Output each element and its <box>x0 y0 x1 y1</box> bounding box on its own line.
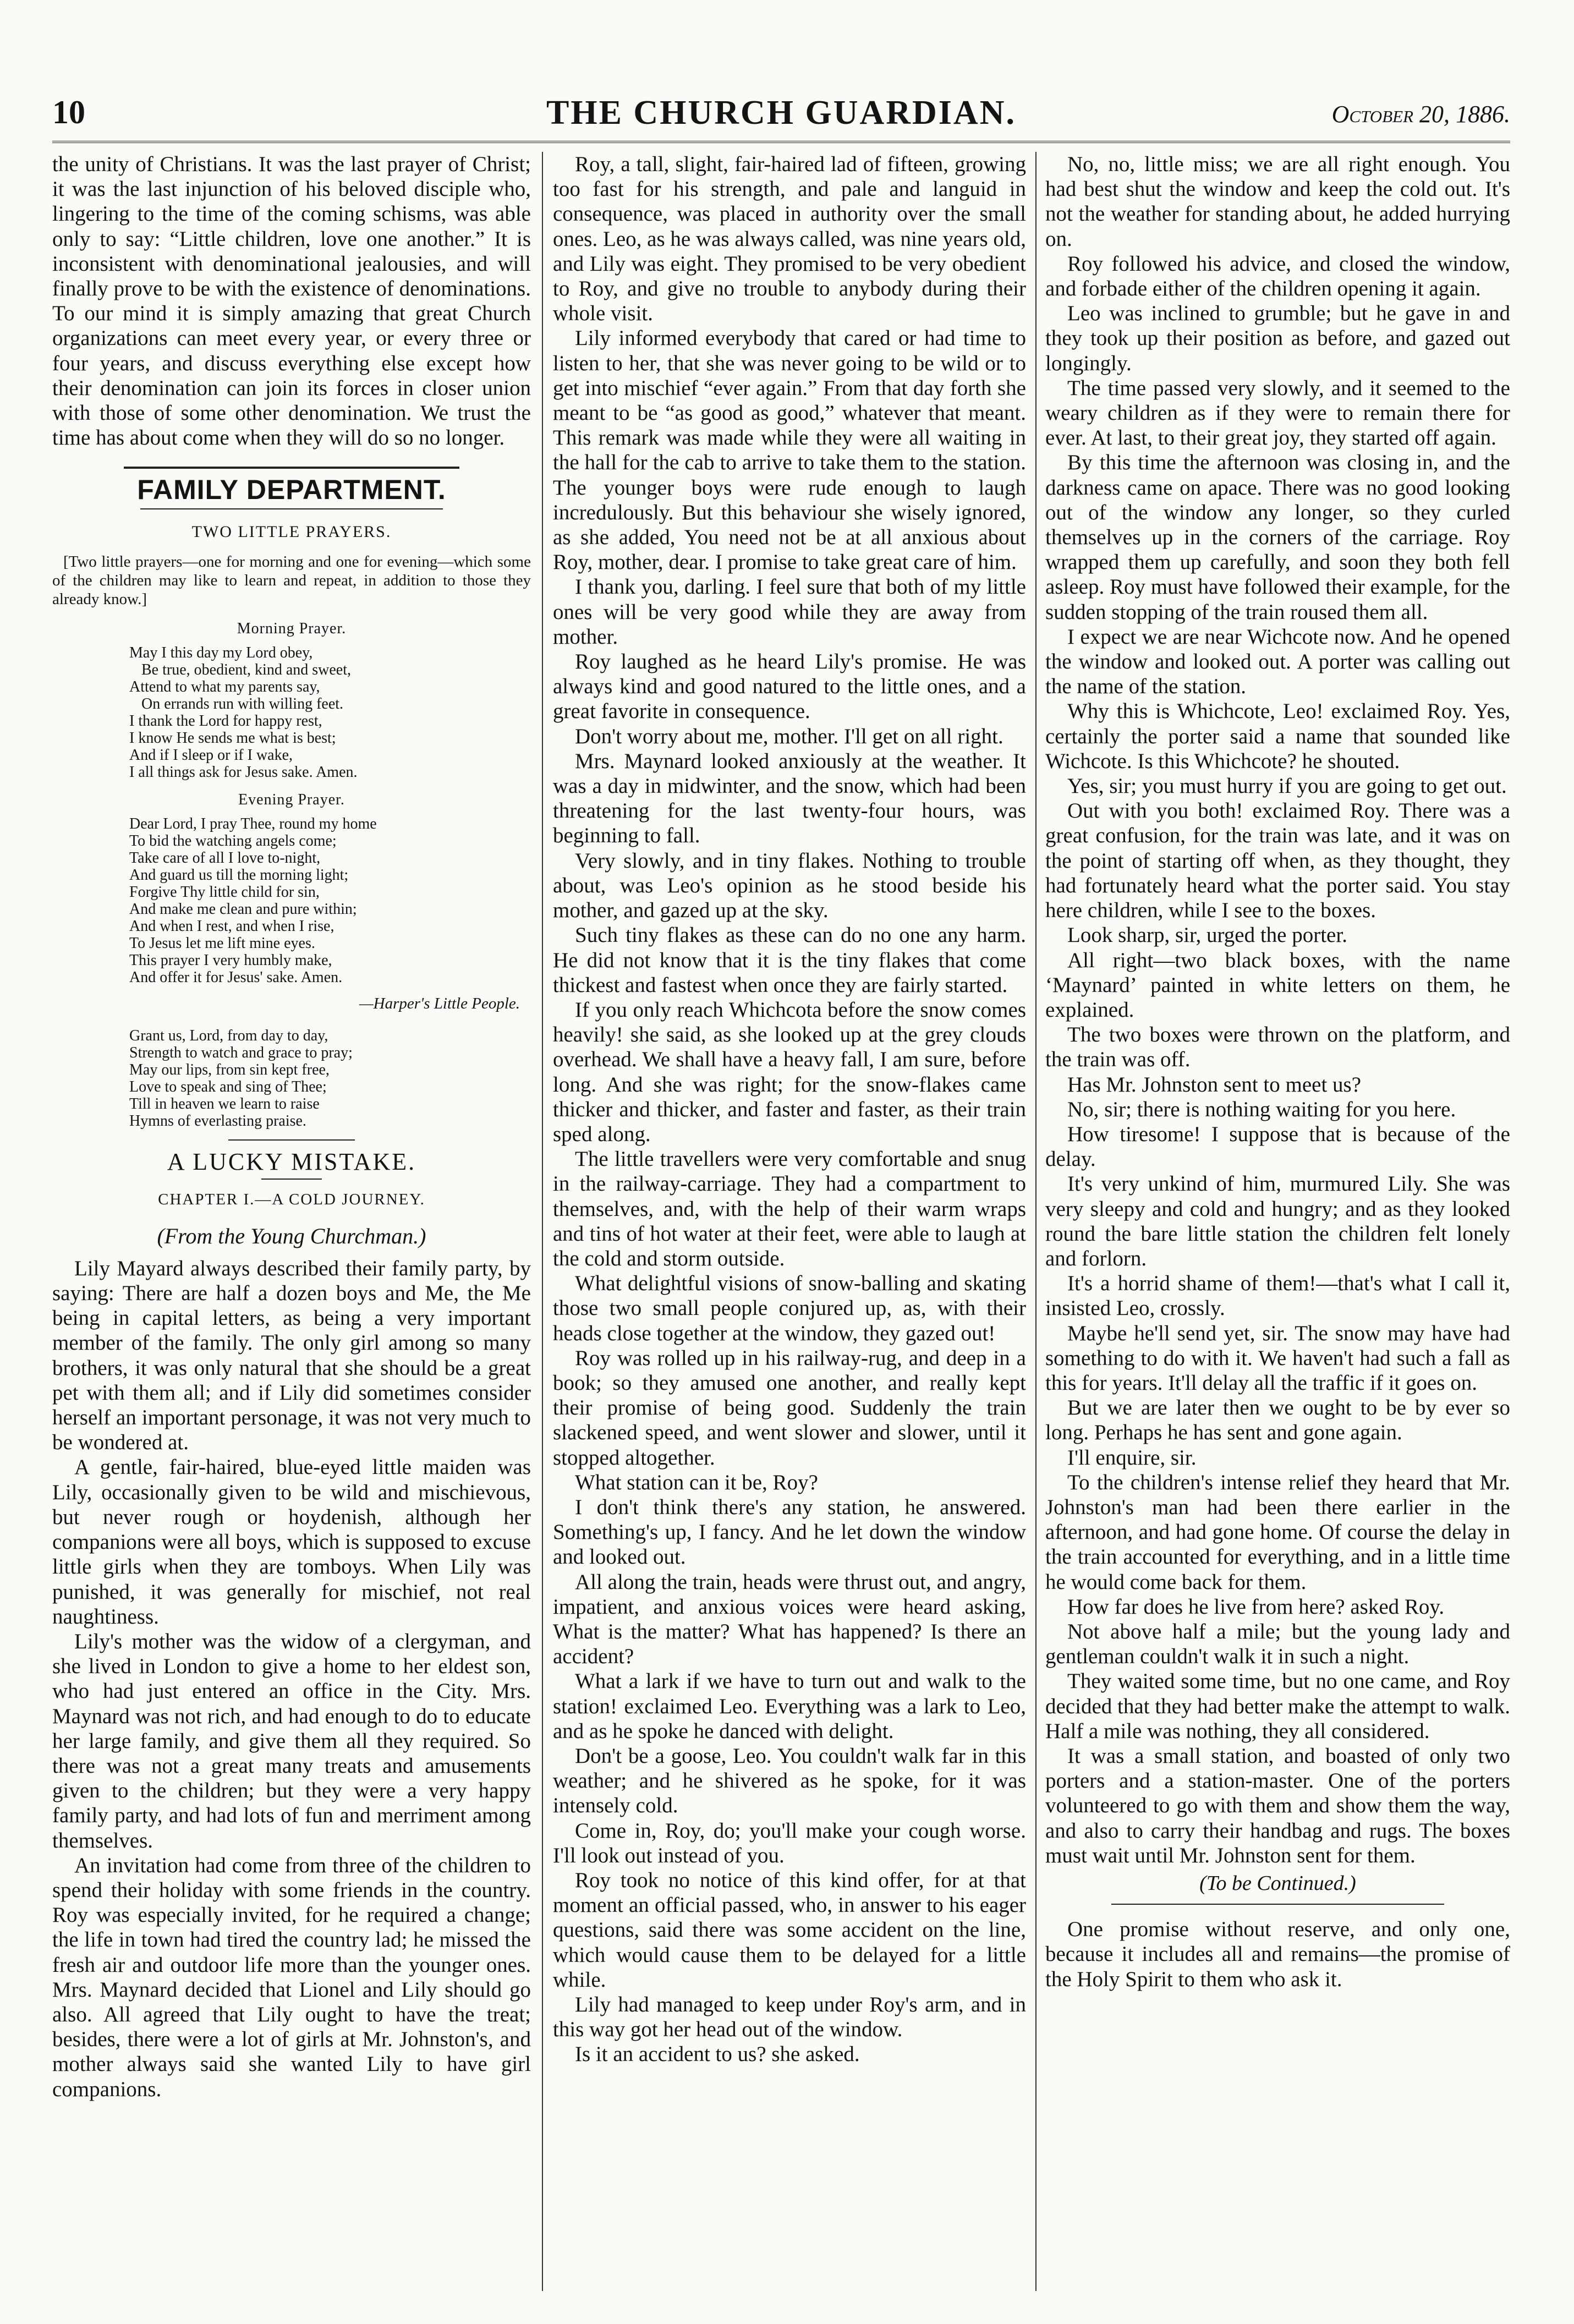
story-paragraph: Come in, Roy, do; you'll make your cough worse. I'll look out instead of you. <box>553 1818 1026 1867</box>
story-paragraph: All right—two black boxes, with the name ‘Maynard’ painted in white letters on them, he explained. <box>1045 948 1510 1022</box>
story-paragraph: Roy laughed as he heard Lily's promise. He was always kind and good natured to the little ones, and a great favorite in consequence. <box>553 650 1026 723</box>
poem-line: Attend to what my parents say, <box>129 678 320 695</box>
section-rule <box>124 467 459 469</box>
story-paragraph: Maybe he'll send yet, sir. The snow may have had something to do with it. We haven't had such a fall as this for years. It'll delay all the traffic if it goes on. <box>1045 1321 1510 1395</box>
poem-line: And guard us till the morning light; <box>129 867 349 884</box>
story-paragraph: Don't be a goose, Leo. You couldn't walk far in this weather; and he shivered as he spoke, for it was intensely cold. <box>553 1744 1026 1818</box>
story-paragraph: It's a horrid shame of them!—that's what I call it, insisted Leo, crossly. <box>1045 1271 1510 1320</box>
story-paragraph: Lily's mother was the widow of a clergyman, and she lived in London to give a home to her eldest son, who had just entered an office in the City. Mrs. Maynard was not rich, and had enough to do to educate her large family, and give them all they required. So there was not a great many treats and amusements given to the children; but they were a very happy family party, and had lots of fun and merriment among themselves. <box>52 1629 531 1852</box>
story-paragraph: What station can it be, Roy? <box>575 1470 818 1494</box>
story-paragraph: Roy, a tall, slight, fair-haired lad of fifteen, growing too fast for his strength, and pale and languid in consequence, was placed in authority over the small ones. Leo, as he was always called, was nine years old, and Lily was eight. They promised to be very obedient to Roy, and give no trouble to anybody during their whole visit. <box>553 152 1026 326</box>
story-paragraph: Lily informed everybody that cared or had time to listen to her, that she was never going to be wild or to get into mischief “ever again.” From that day forth she meant to be “as good as good,” whatever that meant. This remark was made while they were all waiting in the hall for the cab to arrive to take them to the station. The younger boys were rude enough to laugh incredulously. But this behaviour she wisely ignored, as she added, You need not be at all anxious about Roy, mother, dear. I promise to take great care of him. <box>553 326 1026 574</box>
closing-paragraph: One promise without reserve, and only one, because it includes all and remains—the promise of the Holy Spirit to them who ask it. <box>1045 1917 1510 1991</box>
newspaper-title: THE CHURCH GUARDIAN. <box>546 94 1016 131</box>
story-paragraph: It was a small station, and boasted of only two porters and a station-master. One of the porters volunteered to go with them and show them the way, and also to carry their handbag and rugs. The boxes must wait until Mr. Johnston sent for them. <box>1045 1744 1510 1867</box>
story-paragraph: A gentle, fair-haired, blue-eyed little maiden was Lily, occasionally given to be wild and mischievous, but never rough or hoydenish, although her companions were all boys, which is supposed to excuse little girls when they are tomboys. When Lily was punished, it was generally for mischief, not real naughtiness. <box>52 1455 531 1629</box>
poem-line: Grant us, Lord, from day to day, <box>129 1027 328 1045</box>
story-paragraph: No, no, little miss; we are all right enough. You had best shut the window and keep the cold out. It's not the weather for standing about, he added hurrying on. <box>1045 152 1510 251</box>
masthead <box>52 94 1510 136</box>
story-paragraph: I expect we are near Wichcote now. And he opened the window and looked out. A porter was calling out the name of the station. <box>1045 624 1510 699</box>
story-paragraph: By this time the afternoon was closing in, and the darkness came on apace. There was no good looking out of the window any longer, so they curled themselves up in the corners of the carriage. Roy wrapped them up carefully, and soon they both fell asleep. Roy must have followed their example, for the sudden stopping of the train roused them all. <box>1045 451 1510 624</box>
story-paragraph: Roy followed his advice, and closed the window, and forbade either of the children opening it again. <box>1045 251 1510 301</box>
poem-line: Love to speak and sing of Thee; <box>129 1078 327 1096</box>
story-paragraph: But we are later then we ought to be by ever so long. Perhaps he has sent and gone again. <box>1045 1396 1510 1445</box>
section-heading: FAMILY DEPARTMENT. <box>137 474 446 506</box>
story-source: (From the Young Churchman.) <box>157 1223 426 1248</box>
story-paragraph: How tiresome! I suppose that is because of the delay. <box>1045 1122 1510 1171</box>
poem-line: I know He sends me what is best; <box>129 729 336 747</box>
story-paragraph: Roy took no notice of this kind offer, for at that moment an official passed, who, in answer to his eager questions, said there was some accident on the line, which would cause them to be delayed for a little while. <box>553 1868 1026 1992</box>
story-paragraph: Look sharp, sir, urged the porter. <box>1067 923 1347 947</box>
column-divider <box>1035 152 1036 2291</box>
story-paragraph: Don't worry about me, mother. I'll get on all right. <box>575 724 1003 748</box>
poem-line: And when I rest, and when I rise, <box>129 918 334 935</box>
poem-line: To Jesus let me lift mine eyes. <box>129 935 315 952</box>
story-paragraph: All along the train, heads were thrust out, and angry, impatient, and anxious voices were heard asking, What is the matter? What has happened? Is there an accident? <box>553 1570 1026 1669</box>
poem-line: May our lips, from sin kept free, <box>129 1061 330 1079</box>
page-number: 10 <box>52 94 85 130</box>
evening-prayer-heading: Evening Prayer. <box>238 791 345 808</box>
morning-prayer-heading: Morning Prayer. <box>237 620 347 637</box>
story-paragraph: Very slowly, and in tiny flakes. Nothing to trouble about, was Leo's opinion as he stood beside his mother, and gazed up at the sky. <box>553 848 1026 923</box>
poem-line: Dear Lord, I pray Thee, round my home <box>129 815 377 833</box>
poem-line: This prayer I very humbly make, <box>129 952 332 969</box>
story-paragraph: Leo was inclined to grumble; but he gave in and they took up their position as before, and gazed out longingly. <box>1045 302 1510 375</box>
story-title: A LUCKY MISTAKE. <box>167 1148 416 1176</box>
story-paragraph: I don't think there's any station, he answered. Something's up, I fancy. And he let down the window and looked out. <box>553 1495 1026 1569</box>
story-paragraph: Why this is Whichcote, Leo! exclaimed Roy. Yes, certainly the porter said a name that sounded like Wichcote. Is this Whichcote? he shouted. <box>1045 699 1510 773</box>
editor-note: [Two little prayers—one for morning and one for evening—which some of the children may like to learn and repeat, in addition to those they already know.] <box>52 552 531 608</box>
intro-paragraph: the unity of Christians. It was the last prayer of Christ; it was the last injunction of his beloved disciple who, lingering to the time of the coming schisms, was able only to say: “Little children, love one another.” It is inconsistent with denominational jealousies, and will finally prove to be with the existence of denominations. To our mind it is simply amazing that great Church organizations can meet every year, or every three or four years, and discuss everything else except how their denomination can join its forces in closer union with those of some other denomination. We trust the time has about come when they will do so no longer. <box>52 152 531 450</box>
poem-line: To bid the watching angels come; <box>129 832 337 850</box>
story-paragraph: Is it an accident to us? she asked. <box>575 2042 860 2067</box>
story-paragraph: What delightful visions of snow-balling and skating those two small people conjured up, as, with their heads close together at the window, they gazed out! <box>553 1271 1026 1345</box>
story-paragraph: No, sir; there is nothing waiting for you here. <box>1067 1097 1456 1121</box>
story-paragraph: What a lark if we have to turn out and walk to the station! exclaimed Leo. Everything was a lark to Leo, and as he spoke he danced with delight. <box>553 1669 1026 1743</box>
poem-line: I thank the Lord for happy rest, <box>129 712 322 730</box>
section-rule <box>140 508 443 509</box>
separator-rule <box>261 1179 322 1180</box>
story-paragraph: I'll enquire, sir. <box>1067 1445 1197 1470</box>
story-paragraph: It's very unkind of him, murmured Lily. She was very sleepy and cold and hungry; and as they looked round the bare little station the children felt lonely and forlorn. <box>1045 1172 1510 1270</box>
story-paragraph: Mrs. Maynard looked anxiously at the weather. It was a day in midwinter, and the snow, which had been threatening for the last twenty-four hours, was beginning to fall. <box>553 749 1026 848</box>
poem-line: Forgive Thy little child for sin, <box>129 884 320 901</box>
column-divider <box>542 152 543 2291</box>
story-paragraph: Lily Mayard always described their family party, by saying: There are half a dozen boys and Me, the Me being in capital letters, as being a very important member of the family. The only girl among so many brothers, it was only natural that she should be a great pet with them all; and if Lily did sometimes consider herself an important personage, it was not very much to be wondered at. <box>52 1256 531 1455</box>
poem-line: And offer it for Jesus' sake. Amen. <box>129 969 343 986</box>
separator-rule <box>228 1139 355 1141</box>
story-paragraph: How far does he live from here? asked Roy. <box>1067 1594 1445 1619</box>
story-paragraph: Roy was rolled up in his railway-rug, and deep in a book; so they amused one another, and really kept their promise of being good. Suddenly the train slackened speed, and went slower and slower, until it stopped altogether. <box>553 1346 1026 1470</box>
story-paragraph: Such tiny flakes as these can do no one any harm. He did not know that it is the tiny flakes that come thickest and fastest when once they are fairly started. <box>553 923 1026 997</box>
story-paragraph: The time passed very slowly, and it seemed to the weary children as if they were to remain there for ever. At last, to their great joy, they started off again. <box>1045 376 1510 450</box>
poem-line: Be true, obedient, kind and sweet, <box>141 661 352 678</box>
poem-credit: —Harper's Little People. <box>359 995 520 1013</box>
issue-date: October 20, 1886. <box>1331 101 1510 128</box>
grant-us-verse <box>52 1027 531 1130</box>
story-paragraph: The little travellers were very comfortable and snug in the railway-carriage. They had a compartment to themselves, and, with the help of their warm wraps and tins of hot water at their feet, were able to laugh at the cold and storm outside. <box>553 1147 1026 1270</box>
poem-line: And make me clean and pure within; <box>129 901 357 918</box>
story-paragraph: The two boxes were thrown on the platform, and the train was off. <box>1045 1023 1510 1072</box>
poem-line: Hymns of everlasting praise. <box>129 1112 306 1130</box>
poem-line: Take care of all I love to-night, <box>129 849 321 867</box>
story-paragraph: To the children's intense relief they heard that Mr. Johnston's man had been there earlier in the afternoon, and had gone home. Of course the delay in the train accounted for everything, and in a little time he would come back for them. <box>1045 1470 1510 1594</box>
morning-prayer <box>52 644 531 781</box>
poem-line: Till in heaven we learn to raise <box>129 1095 320 1113</box>
poem-line: Strength to watch and grace to pray; <box>129 1044 353 1062</box>
masthead-rule <box>52 141 1510 143</box>
story-paragraph: Yes, sir; you must hurry if you are going to get out. <box>1067 774 1507 798</box>
chapter-heading: CHAPTER I.—A COLD JOURNEY. <box>158 1191 425 1209</box>
story-paragraph: They waited some time, but no one came, and Roy decided that they had better make the attempt to walk. Half a mile was nothing, they all considered. <box>1045 1669 1510 1743</box>
poem-line: And if I sleep or if I wake, <box>129 746 293 764</box>
column-3 <box>1045 152 1510 2302</box>
story-paragraph: I thank you, darling. I feel sure that both of my little ones will be very good while they are away from mother. <box>553 575 1026 649</box>
story-paragraph: An invitation had come from three of the children to spend their holiday with some friends in the country. Roy was especially invited, for he required a change; the life in town had tired the country lad; he missed the fresh air and outdoor life more than the younger ones. Mrs. Maynard decided that Lionel and Lily should go also. All agreed that Lily ought to have the treat; besides, there were a lot of girls at Mr. Johnston's, and mother always said she wanted Lily to have girl companions. <box>52 1853 531 2101</box>
poem-line: May I this day my Lord obey, <box>129 644 313 661</box>
story-paragraph: If you only reach Whichcota before the snow comes heavily! she said, as she looked up at the grey clouds overhead. We shall have a heavy fall, I am sure, before long. And she was right; for the snow-flakes came thicker and thicker, and faster and faster, as their train sped along. <box>553 997 1026 1146</box>
column-1 <box>52 152 531 2302</box>
poem-line: On errands run with willing feet. <box>141 695 344 712</box>
evening-prayer <box>52 815 531 986</box>
story-paragraph: Not above half a mile; but the young lady and gentleman couldn't walk it in such a night. <box>1045 1619 1510 1669</box>
column-2 <box>553 152 1026 2302</box>
story-paragraph: Has Mr. Johnston sent to meet us? <box>1067 1072 1362 1097</box>
story-paragraph: Out with you both! exclaimed Roy. There was a great confusion, for the train was late, and it was on the point of starting off when, as they thought, they had fortunately heard what the porter said. You stay here children, while I see to the boxes. <box>1045 799 1510 923</box>
poem-line: I all things ask for Jesus sake. Amen. <box>129 763 358 781</box>
to-be-continued: (To be Continued.) <box>1199 1872 1356 1895</box>
poem-title: TWO LITTLE PRAYERS. <box>191 523 392 541</box>
story-paragraph: Lily had managed to keep under Roy's arm, and in this way got her head out of the window. <box>553 1993 1026 2042</box>
separator-rule <box>1111 1904 1444 1905</box>
